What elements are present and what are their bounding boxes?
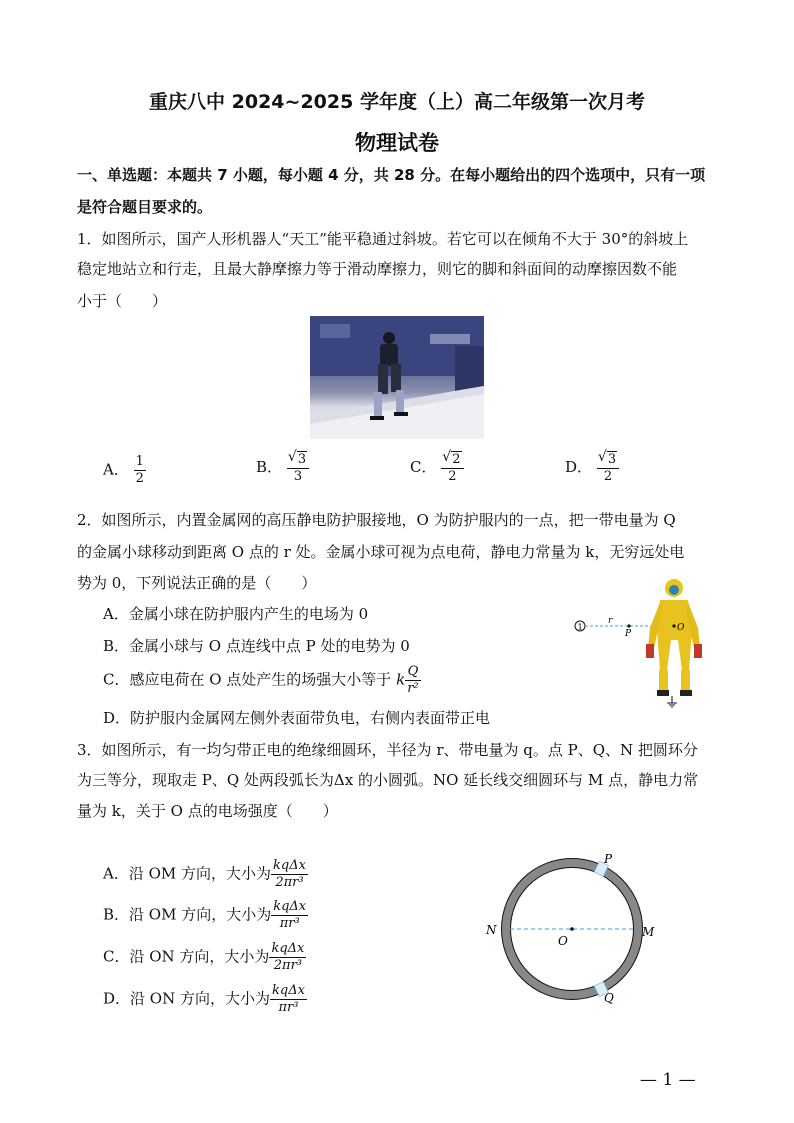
option-denominator: 2 — [603, 469, 613, 484]
q2-option-a[interactable]: A．金属小球在防护服内产生的电场为 0 — [103, 605, 369, 623]
point-m-label: M — [642, 925, 655, 939]
q2-option-b[interactable]: B．金属小球与 O 点连线中点 P 处的电势为 0 — [103, 637, 410, 655]
point-p-label: P — [604, 852, 613, 866]
q3-text-line1: 3．如图所示，有一均匀带正电的绝缘细圆环，半径为 r、带电量为 q。点 P、Q、N 把圆环分 — [77, 741, 698, 759]
option-numerator: kqΔx — [273, 858, 306, 873]
option-text: C．感应电荷在 O 点处产生的场强大小等于 — [103, 670, 392, 689]
q3-text-line3: 量为 k，关于 O 点的电场强度（ ） — [77, 802, 338, 820]
point-n-label: N — [486, 923, 497, 937]
robot-photo — [310, 316, 484, 439]
section-instruction-line1: 一、单选题：本题共 7 小题，每小题 4 分，共 28 分。在每小题给出的四个选项中，只有一项 — [77, 166, 706, 184]
q2-option-c[interactable] — [103, 664, 421, 697]
option-denominator: 2 — [448, 469, 457, 484]
option-label: C． — [410, 458, 437, 476]
point-q-label: Q — [604, 991, 614, 1005]
q2-option-d[interactable]: D．防护服内金属网左侧外表面带负电，右侧内表面带正电 — [103, 709, 491, 727]
q3-text-line2: 为三等分，现取走 P、Q 处两段弧长为Δx 的小圆弧。NO 延长线交细圆环与 M 点，静电力常 — [77, 771, 699, 789]
option-numerator: √ 3 — [607, 451, 617, 468]
exam-title: 重庆八中 2024~2025 学年度（上）高二年级第一次月考 — [149, 91, 645, 113]
q1-text-line1: 1．如图所示，国产人形机器人“天工”能平稳通过斜坡。若它可以在倾角不大于 30°的斜坡上 — [77, 230, 689, 248]
point-o-label: O — [677, 623, 685, 633]
option-numerator: √ 2 — [451, 451, 461, 468]
option-denominator: 2πr³ — [275, 875, 304, 890]
option-numerator: 1 — [135, 454, 144, 469]
q3-option-a[interactable] — [103, 858, 308, 891]
option-denominator: πr³ — [279, 916, 300, 931]
q1-option-a[interactable] — [103, 454, 146, 487]
q2-text-line3: 势为 0，下列说法正确的是（ ） — [77, 574, 317, 592]
coulomb-constant: k — [396, 670, 406, 689]
option-denominator: 2πr³ — [273, 958, 303, 973]
option-numerator: kqΔx — [271, 941, 305, 956]
protective-suit-figure — [568, 570, 708, 710]
q1-option-d[interactable] — [565, 451, 619, 485]
q1-option-b[interactable] — [256, 451, 309, 485]
option-denominator: 2 — [135, 471, 144, 486]
ball-label: 1 — [577, 622, 583, 632]
option-denominator: 3 — [293, 469, 303, 484]
option-text: C．沿 ON 方向，大小为 — [103, 947, 270, 966]
page-number: — 1 — — [640, 1070, 696, 1090]
option-label: A． — [103, 460, 129, 479]
section-instruction-line2: 是符合题目要求的。 — [77, 198, 213, 216]
option-numerator: √ 3 — [297, 451, 307, 468]
exam-subtitle: 物理试卷 — [355, 131, 439, 155]
q1-option-c[interactable] — [410, 451, 464, 485]
option-text: A．沿 OM 方向，大小为 — [103, 864, 272, 883]
option-denominator: r² — [407, 681, 419, 696]
q3-option-c[interactable] — [103, 941, 306, 974]
option-label: B． — [256, 458, 283, 476]
option-numerator: Q — [405, 664, 420, 681]
option-label: D． — [565, 458, 593, 476]
option-numerator: kqΔx — [273, 899, 307, 914]
distance-label: r — [608, 616, 613, 626]
option-numerator: kqΔx — [272, 983, 305, 998]
q1-text-line2: 稳定地站立和行走，且最大静摩擦力等于滑动摩擦力，则它的脚和斜面间的动摩擦因数不能 — [77, 260, 678, 278]
option-text: B．沿 OM 方向，大小为 — [103, 905, 272, 924]
option-denominator: πr³ — [278, 1000, 299, 1015]
q1-text-line3: 小于（ ） — [77, 292, 168, 310]
q3-option-d[interactable] — [103, 983, 307, 1016]
q2-text-line1: 2．如图所示，内置金属网的高压静电防护服接地，O 为防护服内的一点，把一带电量为 Q — [77, 511, 676, 529]
q3-option-b[interactable] — [103, 899, 308, 932]
q2-text-line2: 的金属小球移动到距离 O 点的 r 处。金属小球可视为点电荷，静电力常量为 k，无穷远处电 — [77, 543, 685, 561]
point-p-label: P — [625, 629, 632, 639]
charged-ring-figure — [480, 850, 670, 1010]
option-text: D．沿 ON 方向，大小为 — [103, 989, 270, 1008]
point-o-label: O — [558, 934, 568, 948]
